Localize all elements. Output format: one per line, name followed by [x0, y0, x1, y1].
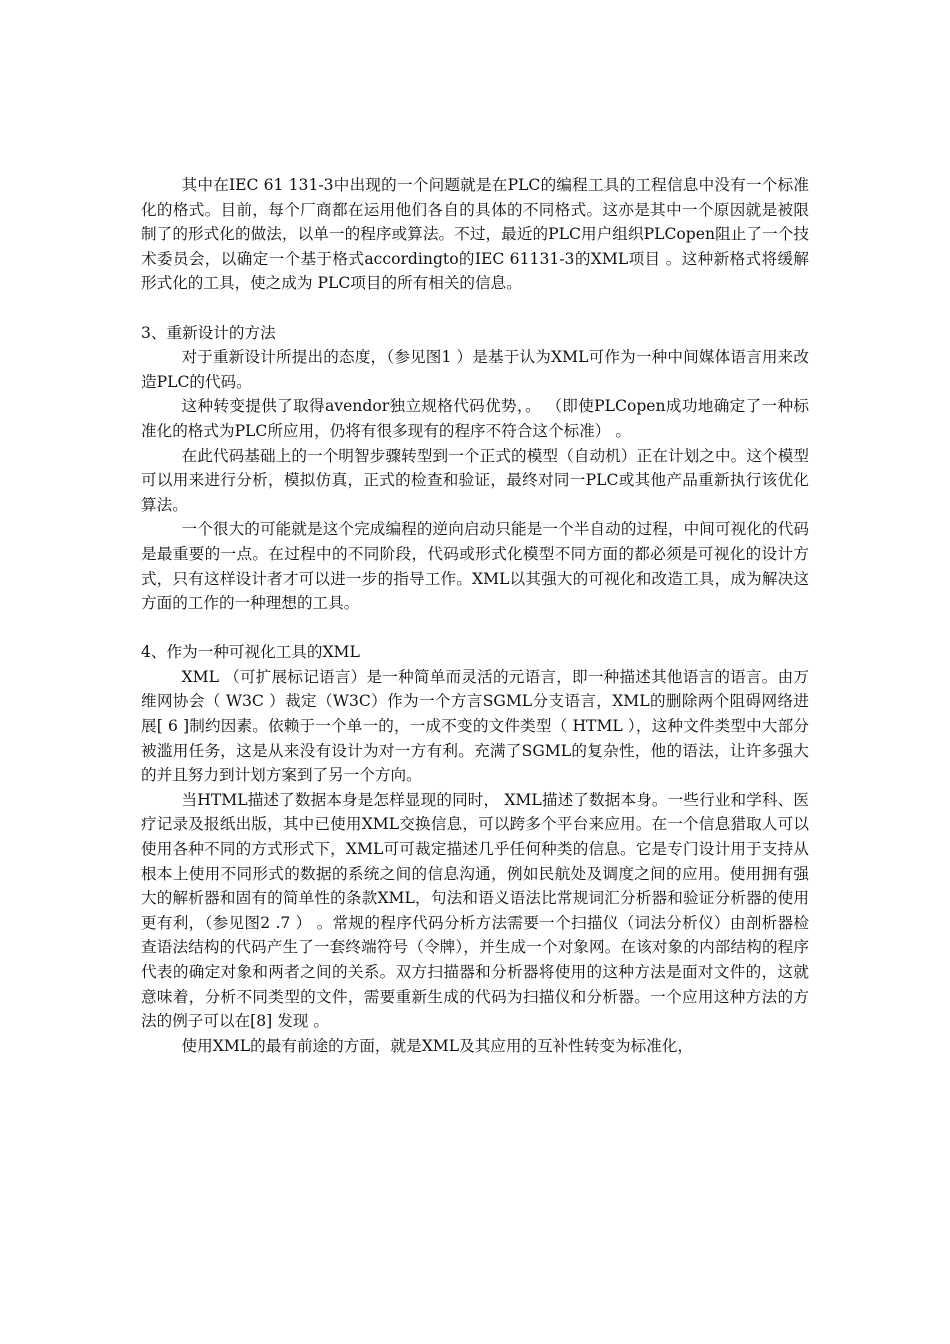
section-3-paragraph-1: 对于重新设计所提出的态度，（参见图1 ）是基于认为XML可作为一种中间媒体语言用来改造PLC的代码。	[141, 348, 809, 391]
section-3-paragraph-2: 这种转变提供了取得avendor独立规格代码优势，。 （即使PLCopen成功地确定了一种标准化的格式为PLC所应用，仍将有很多现有的程序不符合这个标准） 。	[141, 397, 809, 440]
section-4-paragraph-2: 当HTML描述了数据本身是怎样显现的同时， XML描述了数据本身。一些行业和学科、医疗记录及报纸出版，其中已使用XML交换信息，可以跨多个平台来应用。在一个信息猎取人可以使用各种不同的方式形式下，XML可可裁定描述几乎任何种类的信息。它是专门设计用于支持从根本上使用不同形式的数据的系统之间的信息沟通，例如民航处及调度之间的应用。使用拥有强大的解析器和固有的简单性的条款XML，句法和语义语法比常规词汇分析器和验证分析器的使用更有利，（参见图2 .7 ） 。常规的程序代码分析方法需要一个扫描仪（词法分析仪）由剖析器检查语法结构的代码产生了一套终端符号（令牌），并生成一个对象网。在该对象的内部结构的程序代表的确定对象和两者之间的关系。双方扫描器和分析器将使用的这种方法是面对文件的，这就意味着，分析不同类型的文件，需要重新生成的代码为扫描仪和分析器。一个应用这种方法的方法的例子可以在[8] 发现 。	[141, 790, 809, 1031]
section-4-heading: 4、作为一种可视化工具的XML	[141, 643, 360, 662]
intro-paragraph: 其中在IEC 61 131-3中出现的一个问题就是在PLC的编程工具的工程信息中没有一个标准化的格式。目前，每个厂商都在运用他们各自的具体的不同格式。这亦是其中一个原因就是被限制了的形式化的做法，以单一的程序或算法。不过，最近的PLC用户组织PLCopen阻止了一个技术委员会，以确定一个基于格式accordingto的IEC 61131-3的XML项目 。这种新格式将缓解形式化的工具，使之成为 PLC项目的所有相关的信息。	[141, 176, 809, 293]
section-4-paragraph-3: 使用XML的最有前途的方面，就是XML及其应用的互补性转变为标准化，	[181, 1036, 694, 1055]
section-3-heading: 3、重新设计的方法	[141, 323, 276, 342]
section-3-paragraph-3: 在此代码基础上的一个明智步骤转型到一个正式的模型（自动机）正在计划之中。这个模型可以用来进行分析，模拟仿真，正式的检查和验证，最终对同一PLC或其他产品重新执行该优化算法。	[141, 446, 809, 514]
document-page	[141, 173, 809, 1058]
section-3-paragraph-4: 一个很大的可能就是这个完成编程的逆向启动只能是一个半自动的过程，中间可视化的代码是最重要的一点。在过程中的不同阶段，代码或形式化模型不同方面的都必须是可视化的设计方式，只有这样设计者才可以进一步的指导工作。XML以其强大的可视化和改造工具，成为解决这方面的工作的一种理想的工具。	[141, 520, 809, 613]
section-4-paragraph-1: XML （可扩展标记语言）是一种简单而灵活的元语言，即一种描述其他语言的语言。由万维网协会（ W3C ）裁定（W3C）作为一个方言SGML分支语言，XML的删除两个阻碍网络进展[ 6 ]制约因素。依赖于一个单一的，一成不变的文件类型（ HTML ），这种文件类型中大部分被滥用任务，这是从来没有设计为对一方有利。充满了SGML的复杂性，他的语法，让许多强大的并且努力到计划方案到了另一个方向。	[141, 667, 809, 785]
